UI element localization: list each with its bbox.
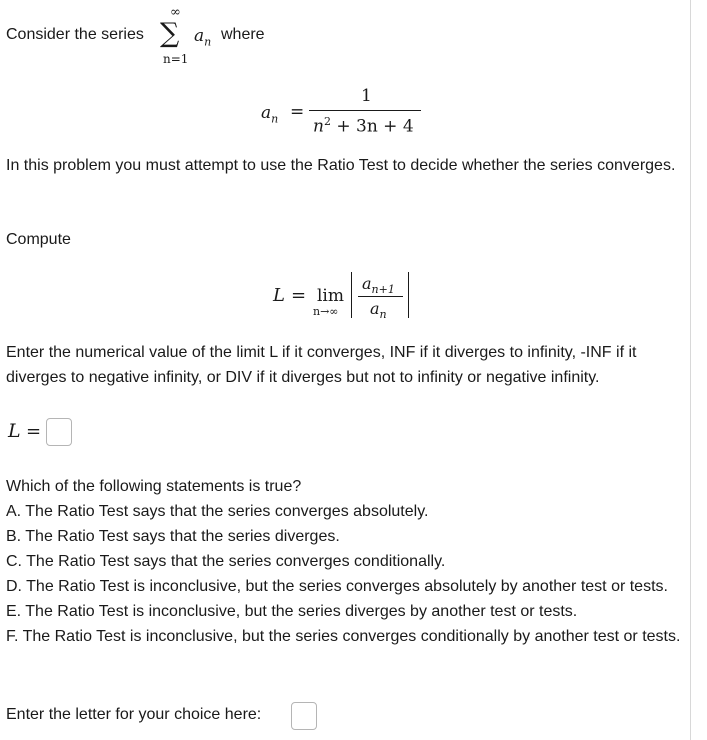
- definition-equals: =: [290, 102, 305, 122]
- series-term-sub: n: [204, 35, 212, 49]
- choice-question: Which of the following statements is true?: [6, 478, 302, 495]
- sum-upper-limit: ∞: [170, 5, 181, 20]
- choice-d: D. The Ratio Test is inconclusive, but the series converges absolutely by another test or tests.: [6, 578, 668, 595]
- series-term: [194, 26, 211, 48]
- limit-answer-label: L: [8, 420, 21, 442]
- instruction-text: In this problem you must attempt to use the Ratio Test to decide whether the series converges.: [6, 157, 676, 174]
- choice-prompt: Enter the letter for your choice here:: [6, 706, 262, 723]
- denominator-variable: n: [313, 116, 324, 137]
- denominator-exponent: 2: [323, 115, 331, 128]
- choice-e: E. The Ratio Test is inconclusive, but the series diverges by another test or tests.: [6, 603, 578, 620]
- ratio-denominator-var: a: [370, 299, 380, 318]
- abs-bar-left: [351, 272, 352, 318]
- ratio-denominator-sub: n: [379, 308, 387, 322]
- choice-b: B. The Ratio Test says that the series diverges.: [6, 528, 340, 545]
- intro-lead: Consider the series: [6, 26, 144, 43]
- ratio-fraction-bar: [358, 296, 403, 297]
- definition-lhs: [261, 103, 278, 125]
- compute-label: Compute: [6, 231, 71, 248]
- panel-divider: [690, 0, 691, 740]
- limit-equals: =: [291, 285, 307, 306]
- limit-instruction-text: Enter the numerical value of the limit L if it converges, INF if it diverges to infinity, -INF if it diverges to negative infinity, or DIV if it diverges but not to infinity or negative infinity.: [6, 344, 637, 386]
- definition-lhs-var: a: [261, 103, 272, 123]
- ratio-numerator-sub: n+1: [371, 283, 395, 297]
- limit-operator: lim: [317, 286, 344, 306]
- denominator-rest: + 3n + 4: [330, 116, 414, 137]
- limit-subscript: n→∞: [313, 305, 339, 318]
- choice-a: A. The Ratio Test says that the series converges absolutely.: [6, 503, 429, 520]
- ratio-numerator-var: a: [362, 274, 372, 293]
- series-term-var: a: [194, 26, 205, 46]
- limit-answer-input[interactable]: [46, 418, 72, 446]
- definition-denominator: [313, 115, 414, 137]
- sum-lower-limit: n=1: [163, 52, 189, 66]
- definition-lhs-sub: n: [271, 112, 279, 126]
- ratio-denominator: [370, 299, 387, 321]
- choice-list: [6, 499, 682, 649]
- definition-fraction-bar: [309, 110, 421, 111]
- definition-numerator: 1: [361, 86, 372, 106]
- intro-trail: where: [221, 26, 265, 43]
- choice-answer-input[interactable]: [291, 702, 317, 730]
- choice-f: F. The Ratio Test is inconclusive, but the series converges conditionally by another test or tests.: [6, 628, 681, 645]
- sigma-symbol: ∑: [160, 18, 180, 49]
- limit-answer-equals: =: [26, 421, 42, 442]
- limit-lhs: L: [273, 285, 285, 306]
- abs-bar-right: [408, 272, 409, 318]
- ratio-numerator: [362, 274, 395, 296]
- choice-c: C. The Ratio Test says that the series converges conditionally.: [6, 553, 446, 570]
